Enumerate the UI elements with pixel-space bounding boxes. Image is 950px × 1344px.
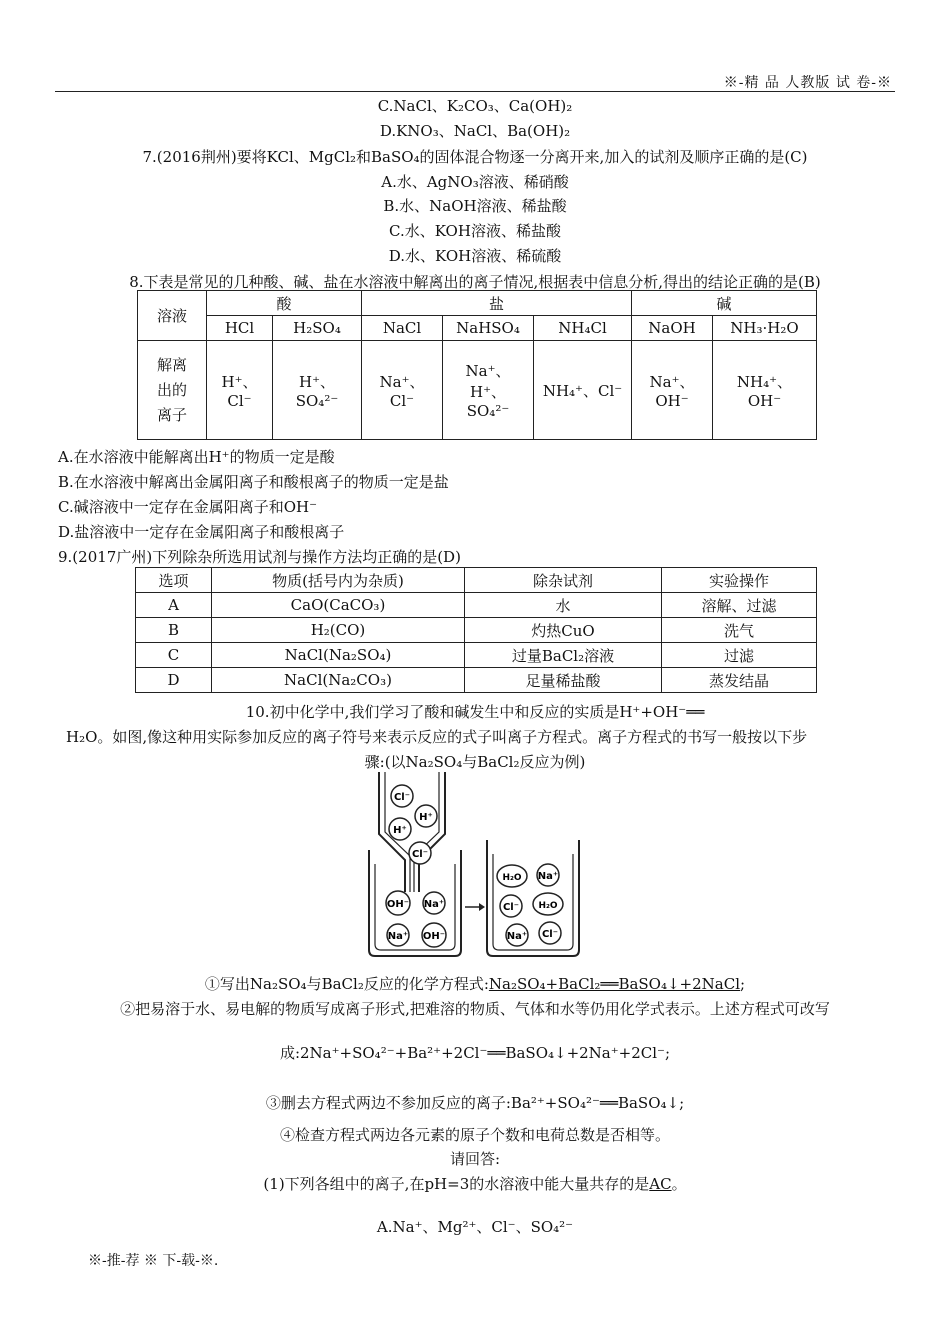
table-cell: D	[136, 668, 212, 693]
ion-cell: H⁺、SO₄²⁻	[273, 341, 362, 440]
ion-cell: NH₄⁺、Cl⁻	[534, 341, 632, 440]
beaker2-ion-6	[539, 922, 561, 944]
ion-cell: H⁺、Cl⁻	[207, 341, 273, 440]
table-cell: 过量BaCl₂溶液	[465, 643, 662, 668]
table-cell: NaCl(Na₂CO₃)	[212, 668, 465, 693]
svg-text:Na⁺: Na⁺	[387, 931, 409, 942]
row-label-ions: 解离出的离子	[138, 341, 207, 440]
header-cell: 物质(括号内为杂质)	[212, 568, 465, 593]
beaker2-ion-3	[500, 895, 522, 917]
svg-text:H⁺: H⁺	[393, 825, 407, 836]
svg-text:Cl⁻: Cl⁻	[541, 929, 559, 940]
q10-line3: 骤:(以Na₂SO₄与BaCl₂反应为例)	[364, 753, 586, 771]
substance-cell: NH₄Cl	[534, 316, 632, 341]
header-cell: 选项	[136, 568, 212, 593]
sub1-suffix: 。	[671, 1175, 687, 1193]
step2-line2: 成:2Na⁺+SO₄²⁻+Ba²⁺+2Cl⁻══BaSO₄↓+2Na⁺+2Cl⁻;	[279, 1044, 671, 1062]
header-divider	[55, 91, 895, 92]
ion-cell: Na⁺、Cl⁻	[362, 341, 443, 440]
page-footer: ※-推-荐 ※ 下-载-※.	[88, 1253, 219, 1269]
beaker2-ion-1	[497, 865, 527, 887]
purification-table	[135, 567, 817, 693]
svg-text:OH⁻: OH⁻	[386, 899, 410, 910]
ion-table	[137, 290, 817, 440]
q7-stem: 7.(2016荆州)要将KCl、MgCl₂和BaSO₄的固体混合物逐一分离开来,加入的试剂及顺序正确的是(C)	[142, 148, 808, 166]
step1-suffix: ;	[740, 975, 746, 993]
dropper-ion-2	[415, 805, 437, 827]
ion-cell: NH₄⁺、OH⁻	[713, 341, 817, 440]
beaker2-ion-5	[506, 924, 528, 946]
step1-answer: Na₂SO₄+BaCl₂══BaSO₄↓+2NaCl	[488, 975, 741, 993]
header-cell: 实验操作	[662, 568, 817, 593]
sub1-option-a: A.Na⁺、Mg²⁺、Cl⁻、SO₄²⁻	[376, 1218, 574, 1236]
sub1-answer: AC	[649, 1175, 672, 1193]
substance-cell: NH₃·H₂O	[713, 316, 817, 341]
dropper-ion-3	[389, 818, 411, 840]
q8-option-b: B.在水溶液中解离出金属阳离子和酸根离子的物质一定是盐	[58, 473, 449, 491]
svg-text:OH⁻: OH⁻	[422, 931, 446, 942]
q8-stem: 8.下表是常见的几种酸、碱、盐在水溶液中解离出的离子情况,根据表中信息分析,得出的结论正确的是(B)	[129, 273, 821, 291]
q10-line1: 10.初中化学中,我们学习了酸和碱发生中和反应的实质是H⁺+OH⁻══	[245, 703, 705, 721]
q6-option-c: C.NaCl、K₂CO₃、Ca(OH)₂	[377, 97, 573, 115]
beaker2-ion-2	[537, 864, 559, 886]
q7-option-b: B.水、NaOH溶液、稀盐酸	[383, 197, 567, 215]
group-acid: 酸	[207, 291, 362, 316]
beaker1-ion-2	[423, 892, 445, 914]
q8-option-a: A.在水溶液中能解离出H⁺的物质一定是酸	[58, 448, 335, 466]
substance-cell: H₂SO₄	[273, 316, 362, 341]
neutralization-diagram	[365, 772, 605, 962]
q8-option-c: C.碱溶液中一定存在金属阳离子和OH⁻	[58, 498, 318, 516]
ask-label: 请回答:	[449, 1150, 501, 1168]
svg-text:Cl⁻: Cl⁻	[502, 902, 520, 913]
substance-cell: HCl	[207, 316, 273, 341]
row-label-solution: 溶液	[138, 291, 207, 341]
svg-text:H⁺: H⁺	[419, 812, 433, 823]
table-cell: 足量稀盐酸	[465, 668, 662, 693]
q8-option-d: D.盐溶液中一定存在金属阳离子和酸根离子	[58, 523, 345, 541]
table-cell: 灼热CuO	[465, 618, 662, 643]
step3: ③删去方程式两边不参加反应的离子:Ba²⁺+SO₄²⁻══BaSO₄↓;	[265, 1094, 685, 1112]
header-cell: 除杂试剂	[465, 568, 662, 593]
q7-option-c: C.水、KOH溶液、稀盐酸	[389, 222, 561, 240]
ion-cell: Na⁺、OH⁻	[632, 341, 713, 440]
table-cell: 过滤	[662, 643, 817, 668]
substance-cell: NaOH	[632, 316, 713, 341]
svg-text:Na⁺: Na⁺	[423, 899, 445, 910]
svg-text:Cl⁻: Cl⁻	[393, 792, 411, 803]
sub-question-1	[0, 1173, 950, 1194]
step4: ④检查方程式两边各元素的原子个数和电荷总数是否相等。	[279, 1126, 670, 1144]
group-salt: 盐	[362, 291, 632, 316]
svg-text:Cl⁻: Cl⁻	[411, 849, 429, 860]
svg-text:Na⁺: Na⁺	[537, 871, 559, 882]
table-cell: B	[136, 618, 212, 643]
beaker1-ion-3	[387, 924, 409, 946]
table-cell: NaCl(Na₂SO₄)	[212, 643, 465, 668]
table-cell: 洗气	[662, 618, 817, 643]
table-cell: H₂(CO)	[212, 618, 465, 643]
substance-cell: NaHSO₄	[443, 316, 534, 341]
beaker2-ion-4	[533, 893, 563, 915]
group-base: 碱	[632, 291, 817, 316]
table-cell: CaO(CaCO₃)	[212, 593, 465, 618]
step1-prefix: ①写出Na₂SO₄与BaCl₂反应的化学方程式:	[204, 975, 489, 993]
step1	[0, 973, 950, 994]
sub1-prefix: (1)下列各组中的离子,在pH=3的水溶液中能大量共存的是	[263, 1175, 650, 1193]
table-cell: C	[136, 643, 212, 668]
q9-stem: 9.(2017广州)下列除杂所选用试剂与操作方法均正确的是(D)	[58, 548, 461, 566]
svg-text:H₂O: H₂O	[538, 901, 558, 911]
table-cell: 水	[465, 593, 662, 618]
q7-option-d: D.水、KOH溶液、稀硫酸	[388, 247, 562, 265]
substance-cell: NaCl	[362, 316, 443, 341]
ion-cell: Na⁺、H⁺、SO₄²⁻	[443, 341, 534, 440]
table-cell: 溶解、过滤	[662, 593, 817, 618]
svg-text:Na⁺: Na⁺	[506, 931, 528, 942]
page-header: ※-精 品 人教版 试 卷-※	[723, 75, 892, 91]
dropper-ion-1	[391, 785, 413, 807]
q10-line2: H₂O。如图,像这种用实际参加反应的离子符号来表示反应的式子叫离子方程式。离子方程式的书写一般按以下步	[66, 728, 808, 746]
table-cell: 蒸发结晶	[662, 668, 817, 693]
svg-text:H₂O: H₂O	[502, 873, 522, 883]
beaker1-ion-4	[422, 923, 446, 947]
beaker1-ion-1	[386, 891, 410, 915]
step2-line1: ②把易溶于水、易电解的物质写成离子形式,把难溶的物质、气体和水等仍用化学式表示。上述方程式可改写	[120, 1000, 830, 1018]
q7-option-a: A.水、AgNO₃溶液、稀硝酸	[381, 173, 569, 191]
table-cell: A	[136, 593, 212, 618]
dropper-ion-4	[409, 842, 431, 864]
q6-option-d: D.KNO₃、NaCl、Ba(OH)₂	[379, 122, 571, 140]
